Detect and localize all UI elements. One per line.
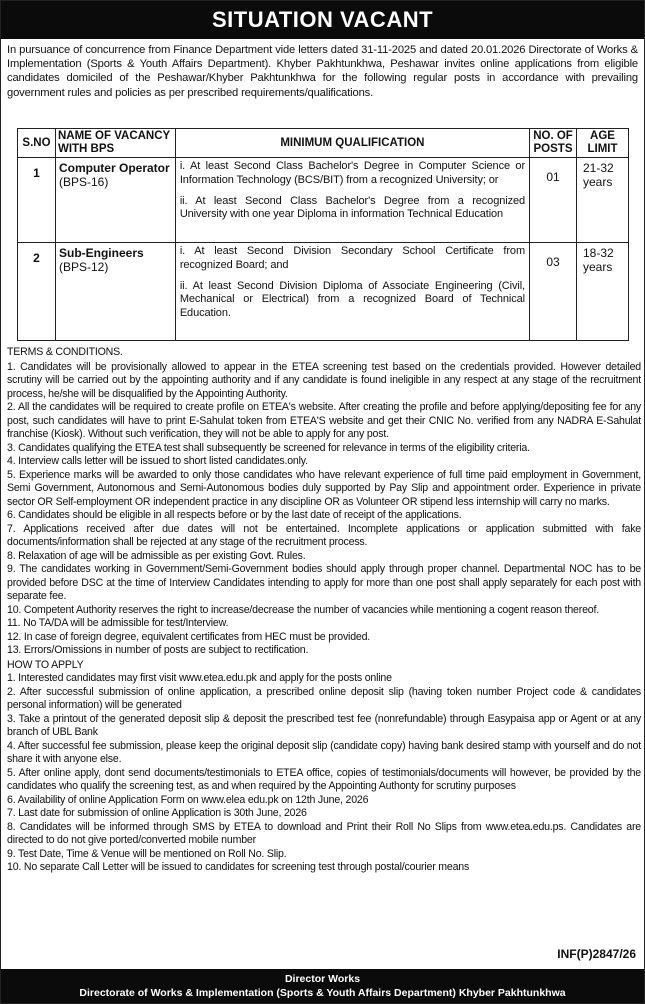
age-unit: years [583, 260, 613, 274]
terms-item: 11. No TA/DA will be admissible for test/Interview. [7, 617, 229, 629]
qualification-item: i. At least Second Division Secondary School Certificate from recognized Board; and [179, 245, 526, 271]
row-age [577, 243, 629, 341]
row-qualification [175, 158, 529, 243]
how-to-apply-item: 7. Last date for submission of online Application is 30th June, 2026 [7, 807, 307, 819]
how-to-apply-item: 8. Candidates will be informed through SMS by ETEA to download and Print their Roll No Slips from www.etea.edu.ps. Candidates are directed to do not give ported/converted mobile number [7, 820, 641, 846]
terms-item: 6. Candidates should be eligible in all respects before or by the last date of receipt of the applications. [7, 509, 462, 521]
header-sno: S.NO [18, 129, 56, 158]
qualification-item: ii. At least Second Class Bachelor's Degree from a recognized University with one year Diploma in information Technical Education [179, 194, 526, 221]
terms-item: 8. Relaxation of age will be admissible as per existing Govt. Rules. [7, 549, 306, 562]
intro-paragraph: In pursuance of concurrence from Finance Department vide letters dated 31-11-2025 and dated 20.01.2026 Directorate of Works & Implementation (Sports & Youth Affairs Department). Khyber Pakhtunkhwa, Peshawar invites online applications from eligible candidates domiciled of the Peshawar/Khyber Pakhtunkhwa for the following regular posts in accordance with prevailing government rules and policies as per prescribed requirements/qualifications. [7, 44, 638, 99]
vacancy-bps: (BPS-12) [58, 260, 109, 274]
terms-item: 1. Candidates will be provisionally allowed to appear in the ETEA screening test based on the credentials provided. However detailed scrutiny will be carried out by the appointing authority and if any candidate is found ineligible in any respect at any stage of the recruitment process, he/she will be disqualified by the Appointing Authority. [7, 360, 641, 400]
terms-section [7, 346, 641, 875]
how-to-apply-item: 10. No separate Call Letter will be issued to candidates for screening test through postal/courier means [7, 861, 470, 873]
row-posts: 03 [530, 243, 577, 341]
row-age [577, 158, 629, 243]
terms-item: 5. Experience marks will be awarded to only those candidates who have relevant experience of full time paid employment in Government, Semi Government, Autonomous and Semi-Autonomous bodies duly supported by Pay Slip and appointment order. Experience in private sector OR Self-employment OR independent practice in any discipline OR as Volunteer OR stipend less internship will carry no marks. [7, 468, 641, 508]
row-sno: 1 [18, 158, 56, 243]
row-posts: 01 [530, 158, 577, 243]
footer-signatory: Director Works [284, 973, 361, 985]
footer [1, 969, 644, 1003]
terms-item: 3. Candidates qualifying the ETEA test shall subsequently be screened for relevance in terms of the eligibility criteria. [7, 441, 530, 454]
terms-item: 7. Applications received after due dates will not be entertained. Incomplete applications or application submitted with fake documents/information shall be rejected at any stage of the recruitment process. [7, 522, 641, 548]
how-to-apply-heading: HOW TO APPLY [7, 658, 84, 671]
footer-directorate: Directorate of Works & Implementation (Sports & Youth Affairs Department) Khyber Pakhtunkhwa [79, 987, 566, 999]
qualification-item: i. At least Second Class Bachelor's Degree in Computer Science or Information Technology (BCS/BIT) from a recognized University; or [179, 160, 526, 186]
terms-item: 10. Competent Authority reserves the right to increase/decrease the number of vacancies while mentioning a cogent reason thereof. [7, 603, 599, 616]
how-to-apply-item: 3. Take a printout of the generated deposit slip & deposit the prescribed test fee (nonrefundable) through Easypaisa app or Agent or at any branch of UBL Bank [7, 712, 641, 738]
header-vacancy-name: NAME OF VACANCY WITH BPS [55, 129, 175, 158]
age-unit: years [583, 175, 613, 189]
age-range: 21-32 [583, 161, 614, 175]
how-to-apply-item: 4. After successful fee submission, please keep the original deposit slip (candidate copy) having bank desired stamp with yourself and do not share it with anyone else. [7, 739, 641, 765]
how-to-apply-section [7, 659, 641, 875]
header-age-limit: AGE LIMIT [577, 129, 629, 158]
how-to-apply-item: 6. Availability of online Application Form on www.elea edu.pk on 12th June, 2026 [7, 793, 369, 806]
row-vacancy [55, 243, 175, 341]
terms-item: 13. Errors/Omissions in number of posts are subject to rectification. [7, 644, 309, 656]
how-to-apply-item: 9. Test Date, Time & Venue will be mentioned on Roll No. Slip. [7, 847, 287, 860]
table-row [18, 243, 629, 341]
table-header-row [18, 129, 629, 158]
terms-item: 12. In case of foreign degree, equivalent certificates from HEC must be provided. [7, 630, 371, 643]
header-posts: NO. OF POSTS [530, 129, 577, 158]
age-range: 18-32 [583, 246, 614, 260]
how-to-apply-item: 1. Interested candidates may first visit www.etea.edu.pk and apply for the posts online [7, 672, 392, 684]
vacancy-bps: (BPS-16) [58, 175, 109, 189]
how-to-apply-item: 5. After online apply, dont send documents/testimonials to ETEA office, copies of testimonials/documents will however, be provided by the candidates who qualify the screening test, as and when required by the Appointing Authonty for scrutiny purposes [7, 766, 641, 792]
how-to-apply-item: 2. After successful submission of online application, a prescribed online deposit slip (having token number Project code & candidates personal information) will be generated [7, 685, 641, 711]
vacancy-name: Computer Operator [58, 161, 170, 175]
reference-number: INF(P)2847/26 [557, 947, 636, 961]
terms-item: 9. The candidates working in Government/Semi-Government bodies should apply through proper channel. Departmental NOC has to be provided before DSC at the time of Interview Candidates intending to apply for more than one post shall apply separately for each post with separate fee. [7, 563, 641, 602]
row-vacancy [55, 158, 175, 243]
terms-item: 2. All the candidates will be required to create profile on ETEA's website. After creating the profile and before applying/depositing fee for any post, such candidates will have to print E-Sahulat token from ETEA'S website and get their CNIC No. verified from any NADRA E-Sahulat franchise (Kiosk). Without such verification, they will not be able to apply for any post. [7, 401, 641, 440]
qualification-item: ii. At least Second Division Diploma of Associate Engineering (Civil, Mechanical or Electrical) from a recognized Board of Technical Education. [179, 279, 526, 320]
table-row [18, 158, 629, 243]
header-qualification: MINIMUM QUALIFICATION [175, 129, 529, 158]
terms-item: 4. Interview calls letter will be issued to short listed candidates.only. [7, 455, 308, 467]
terms-heading: TERMS & CONDITIONS. [7, 346, 123, 358]
vacancy-name: Sub-Engineers [58, 246, 144, 260]
row-qualification [175, 243, 529, 341]
page-title: SITUATION VACANT [1, 1, 644, 39]
row-sno: 2 [18, 243, 56, 341]
vacancy-table [17, 128, 629, 341]
